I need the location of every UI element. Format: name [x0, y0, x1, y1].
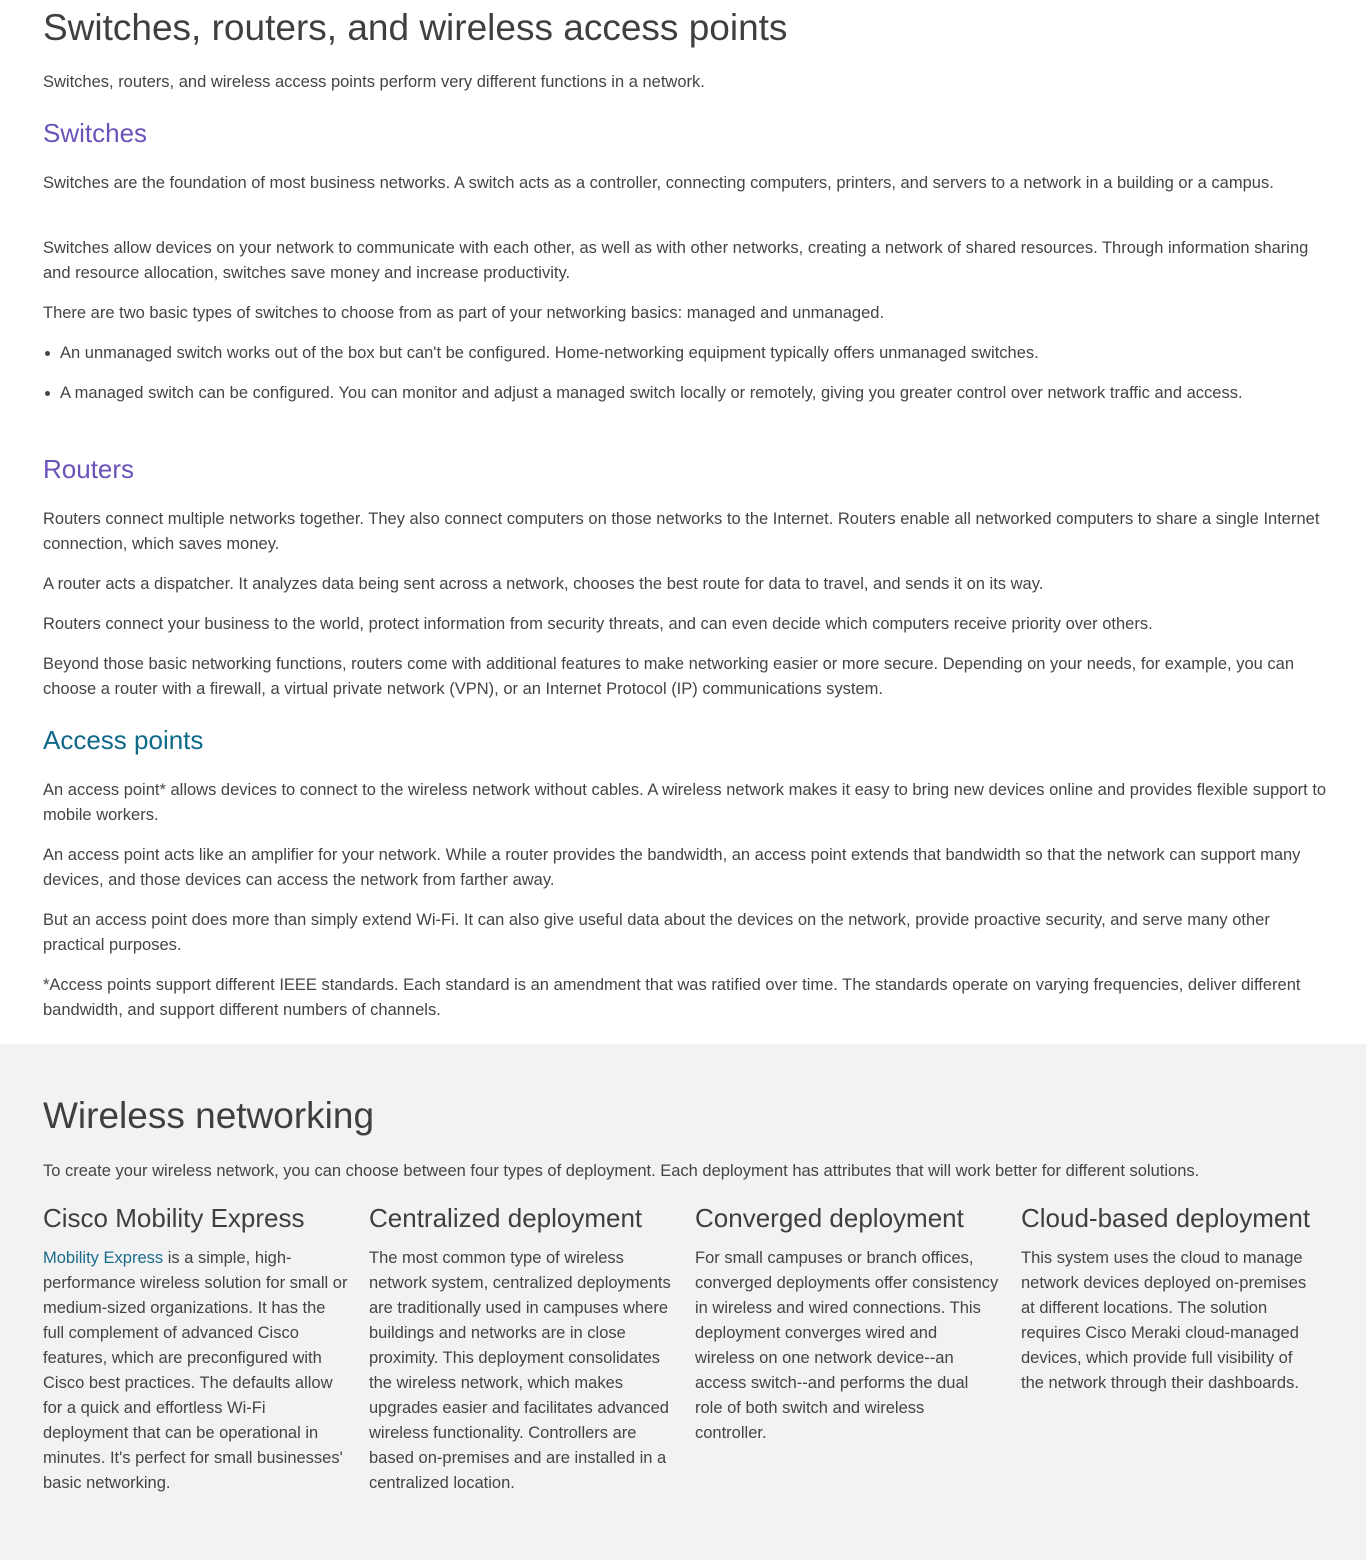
access-points-paragraph-2: An access point acts like an amplifier for your network. While a router provides the bandwidth, an access point extends that bandwidth so that the network can support many devices, and those devices can access the network from farther away. — [43, 846, 1301, 889]
deployment-description: For small campuses or branch offices, converged deployments offer consistency in wireless and wired connections. This deployment converges wired and wireless on one network device--an access switch--and performs the dual role of both switch and wireless controller. — [695, 1249, 999, 1442]
routers-paragraph-4: Beyond those basic networking functions, routers come with additional features to make networking easier or more secure. Depending on your needs, for example, you can choose a router with a firewall, a virtual private network (VPN), or an Internet Protocol (IP) communications system. — [43, 655, 1295, 698]
deployment-column-converged — [695, 1200, 1000, 1446]
deployment-title: Cisco Mobility Express — [43, 1203, 305, 1233]
deployment-column-cloud-based — [1021, 1200, 1311, 1396]
section-wireless-networking — [0, 1044, 1366, 1560]
deployment-title: Converged deployment — [695, 1203, 964, 1233]
list-item: A managed switch can be configured. You can monitor and adjust a managed switch locally or remotely, giving you greater control over network traffic and access. — [60, 381, 1328, 406]
access-points-footnote: *Access points support different IEEE standards. Each standard is an amendment that was ratified over time. The standards operate on varying frequencies, deliver different bandwidth, and support different numbers of channels. — [43, 976, 1301, 1019]
deployment-description-text: is a simple, high-performance wireless solution for small or medium-sized organizations. It has the full complement of advanced Cisco features, which are preconfigured with Cisco best practices. The defaults allow for a quick and effortless Wi-Fi deployment that can be operational in minutes. It's perfect for small businesses' basic networking. — [43, 1249, 348, 1492]
wireless-networking-intro: To create your wireless network, you can choose between four types of deployment. Each deployment has attributes that will work better for different solutions. — [43, 1162, 1200, 1180]
page-title: Switches, routers, and wireless access points — [43, 7, 788, 48]
deployment-description: This system uses the cloud to manage network devices deployed on-premises at different locations. The solution requires Cisco Meraki cloud-managed devices, which provide full visibility of the network through their dashboards. — [1021, 1249, 1307, 1392]
heading-switches: Switches — [43, 118, 148, 148]
section-intro: Switches, routers, and wireless access points perform very different functions in a network. — [43, 73, 705, 91]
routers-paragraph-3: Routers connect your business to the world, protect information from security threats, and can even decide which computers receive priority over others. — [43, 615, 1153, 633]
heading-routers: Routers — [43, 454, 135, 484]
access-points-paragraph-1: An access point* allows devices to connect to the wireless network without cables. A wireless network makes it easy to bring new devices online and provides flexible support to mobile workers. — [43, 781, 1327, 824]
wireless-networking-title: Wireless networking — [43, 1095, 375, 1136]
switches-paragraph-2: Switches allow devices on your network to communicate with each other, as well as with other networks, creating a network of shared resources. Through information sharing and resource allocation, switches save money and increase productivity. — [43, 239, 1309, 282]
deployment-description: The most common type of wireless network system, centralized deployments are traditionally used in campuses where buildings and networks are in close proximity. This deployment consolidates the wireless network, which makes upgrades easier and facilitates advanced wireless functionality. Controllers are based on-premises and are installed in a centralized location. — [369, 1249, 671, 1492]
mobility-express-link[interactable]: Mobility Express — [43, 1249, 164, 1267]
switches-paragraph-1: Switches are the foundation of most business networks. A switch acts as a controller, connecting computers, printers, and servers to a network in a building or a campus. — [43, 174, 1274, 192]
switches-paragraph-3: There are two basic types of switches to choose from as part of your networking basics: managed and unmanaged. — [43, 304, 885, 322]
list-item: An unmanaged switch works out of the box but can't be configured. Home-networking equipment typically offers unmanaged switches. — [60, 341, 1328, 366]
deployment-column-centralized — [369, 1200, 674, 1496]
heading-access-points: Access points — [43, 725, 204, 755]
deployment-title: Cloud-based deployment — [1021, 1203, 1311, 1233]
access-points-paragraph-3: But an access point does more than simply extend Wi-Fi. It can also give useful data about the devices on the network, provide proactive security, and serve many other practical purposes. — [43, 911, 1270, 954]
deployment-description — [43, 1246, 348, 1496]
deployment-column-mobility-express — [43, 1200, 348, 1496]
deployment-title: Centralized deployment — [369, 1203, 643, 1233]
routers-paragraph-2: A router acts a dispatcher. It analyzes data being sent across a network, chooses the best route for data to travel, and sends it on its way. — [43, 575, 1044, 593]
routers-paragraph-1: Routers connect multiple networks together. They also connect computers on those networks to the Internet. Routers enable all networked computers to share a single Internet connection, which saves money. — [43, 510, 1320, 553]
